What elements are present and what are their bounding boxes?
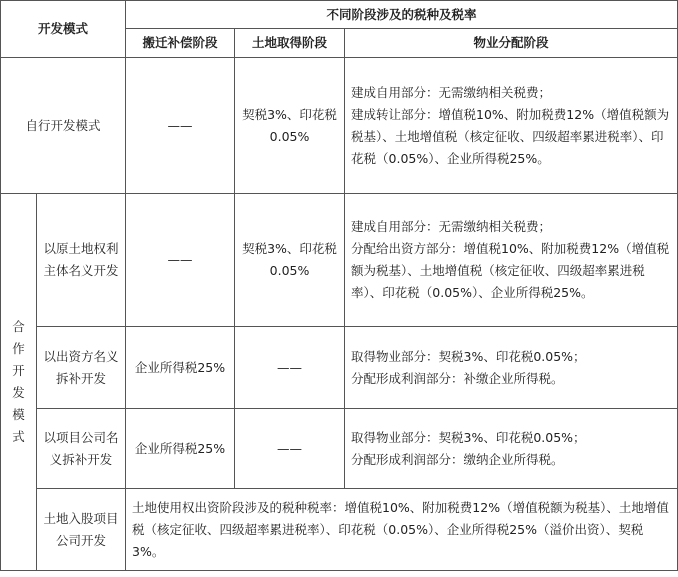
header-stage-distribution: 物业分配阶段 [345,29,678,58]
table-row-coop-investor [1,327,678,409]
self-distribution [345,58,678,194]
table-row-self [1,58,678,194]
coop-project-relocation: 企业所得税25% [126,409,235,489]
header-stage-land: 土地取得阶段 [235,29,345,58]
table-row-coop-original [1,194,678,327]
coop-original-distribution-line-2: 分配给出资方部分：增值税10%、附加税费12%（增值税额为税基）、土地增值税（核定征收、四级超率累进税率）、印花税（0.05%）、企业所得税25%。 [351,241,670,300]
coop-original-distribution-line-1: 建成自用部分：无需缴纳相关税费； [351,219,552,234]
coop-investor-relocation: 企业所得税25% [126,327,235,409]
coop-investor-distribution [345,327,678,409]
coop-original-label: 以原土地权利主体名义开发 [37,194,126,327]
table-row-coop-project [1,409,678,489]
coop-landshare-text: 土地使用权出资阶段涉及的税种税率：增值税10%、附加税费12%（增值税额为税基）、土地增值税（核定征收、四级超率累进税率）、印花税（0.05%）、企业所得税25%（溢价出资）、契税3%。 [126,489,678,571]
coop-investor-distribution-line-2: 分配形成利润部分：补缴企业所得税。 [351,370,564,386]
coop-project-label: 以项目公司名义拆补开发 [37,409,126,489]
coop-investor-land: —— [235,327,345,409]
coop-label-text: 合作开发模式 [12,319,25,444]
coop-original-relocation: —— [126,194,235,327]
coop-project-distribution-line-2: 分配形成利润部分：缴纳企业所得税。 [351,451,564,467]
coop-investor-label: 以出资方名义拆补开发 [37,327,126,409]
coop-investor-distribution-line-1: 取得物业部分：契税3%、印花税0.05%； [351,348,586,364]
coop-project-distribution-line-1: 取得物业部分：契税3%、印花税0.05%； [351,429,586,445]
self-relocation: —— [126,58,235,194]
header-mode: 开发模式 [1,1,126,58]
header-stages-title: 不同阶段涉及的税种及税率 [126,1,678,29]
header-stage-relocation: 搬迁补偿阶段 [126,29,235,58]
coop-original-land: 契税3%、印花税0.05% [235,194,345,327]
table-row-coop-landshare [1,489,678,571]
self-distribution-line-2: 建成转让部分：增值税10%、附加税费12%（增值税额为税基）、土地增值税（核定征收、四级超率累进税率）、印花税（0.05%）、企业所得税25%。 [351,106,670,166]
self-land: 契税3%、印花税0.05% [235,58,345,194]
self-distribution-line-1: 建成自用部分：无需缴纳相关税费； [351,84,552,100]
row-label-coop [1,194,37,571]
coop-original-distribution [345,194,678,327]
coop-landshare-label: 土地入股项目公司开发 [37,489,126,571]
coop-project-distribution [345,409,678,489]
coop-project-land: —— [235,409,345,489]
row-label-self: 自行开发模式 [1,58,126,194]
